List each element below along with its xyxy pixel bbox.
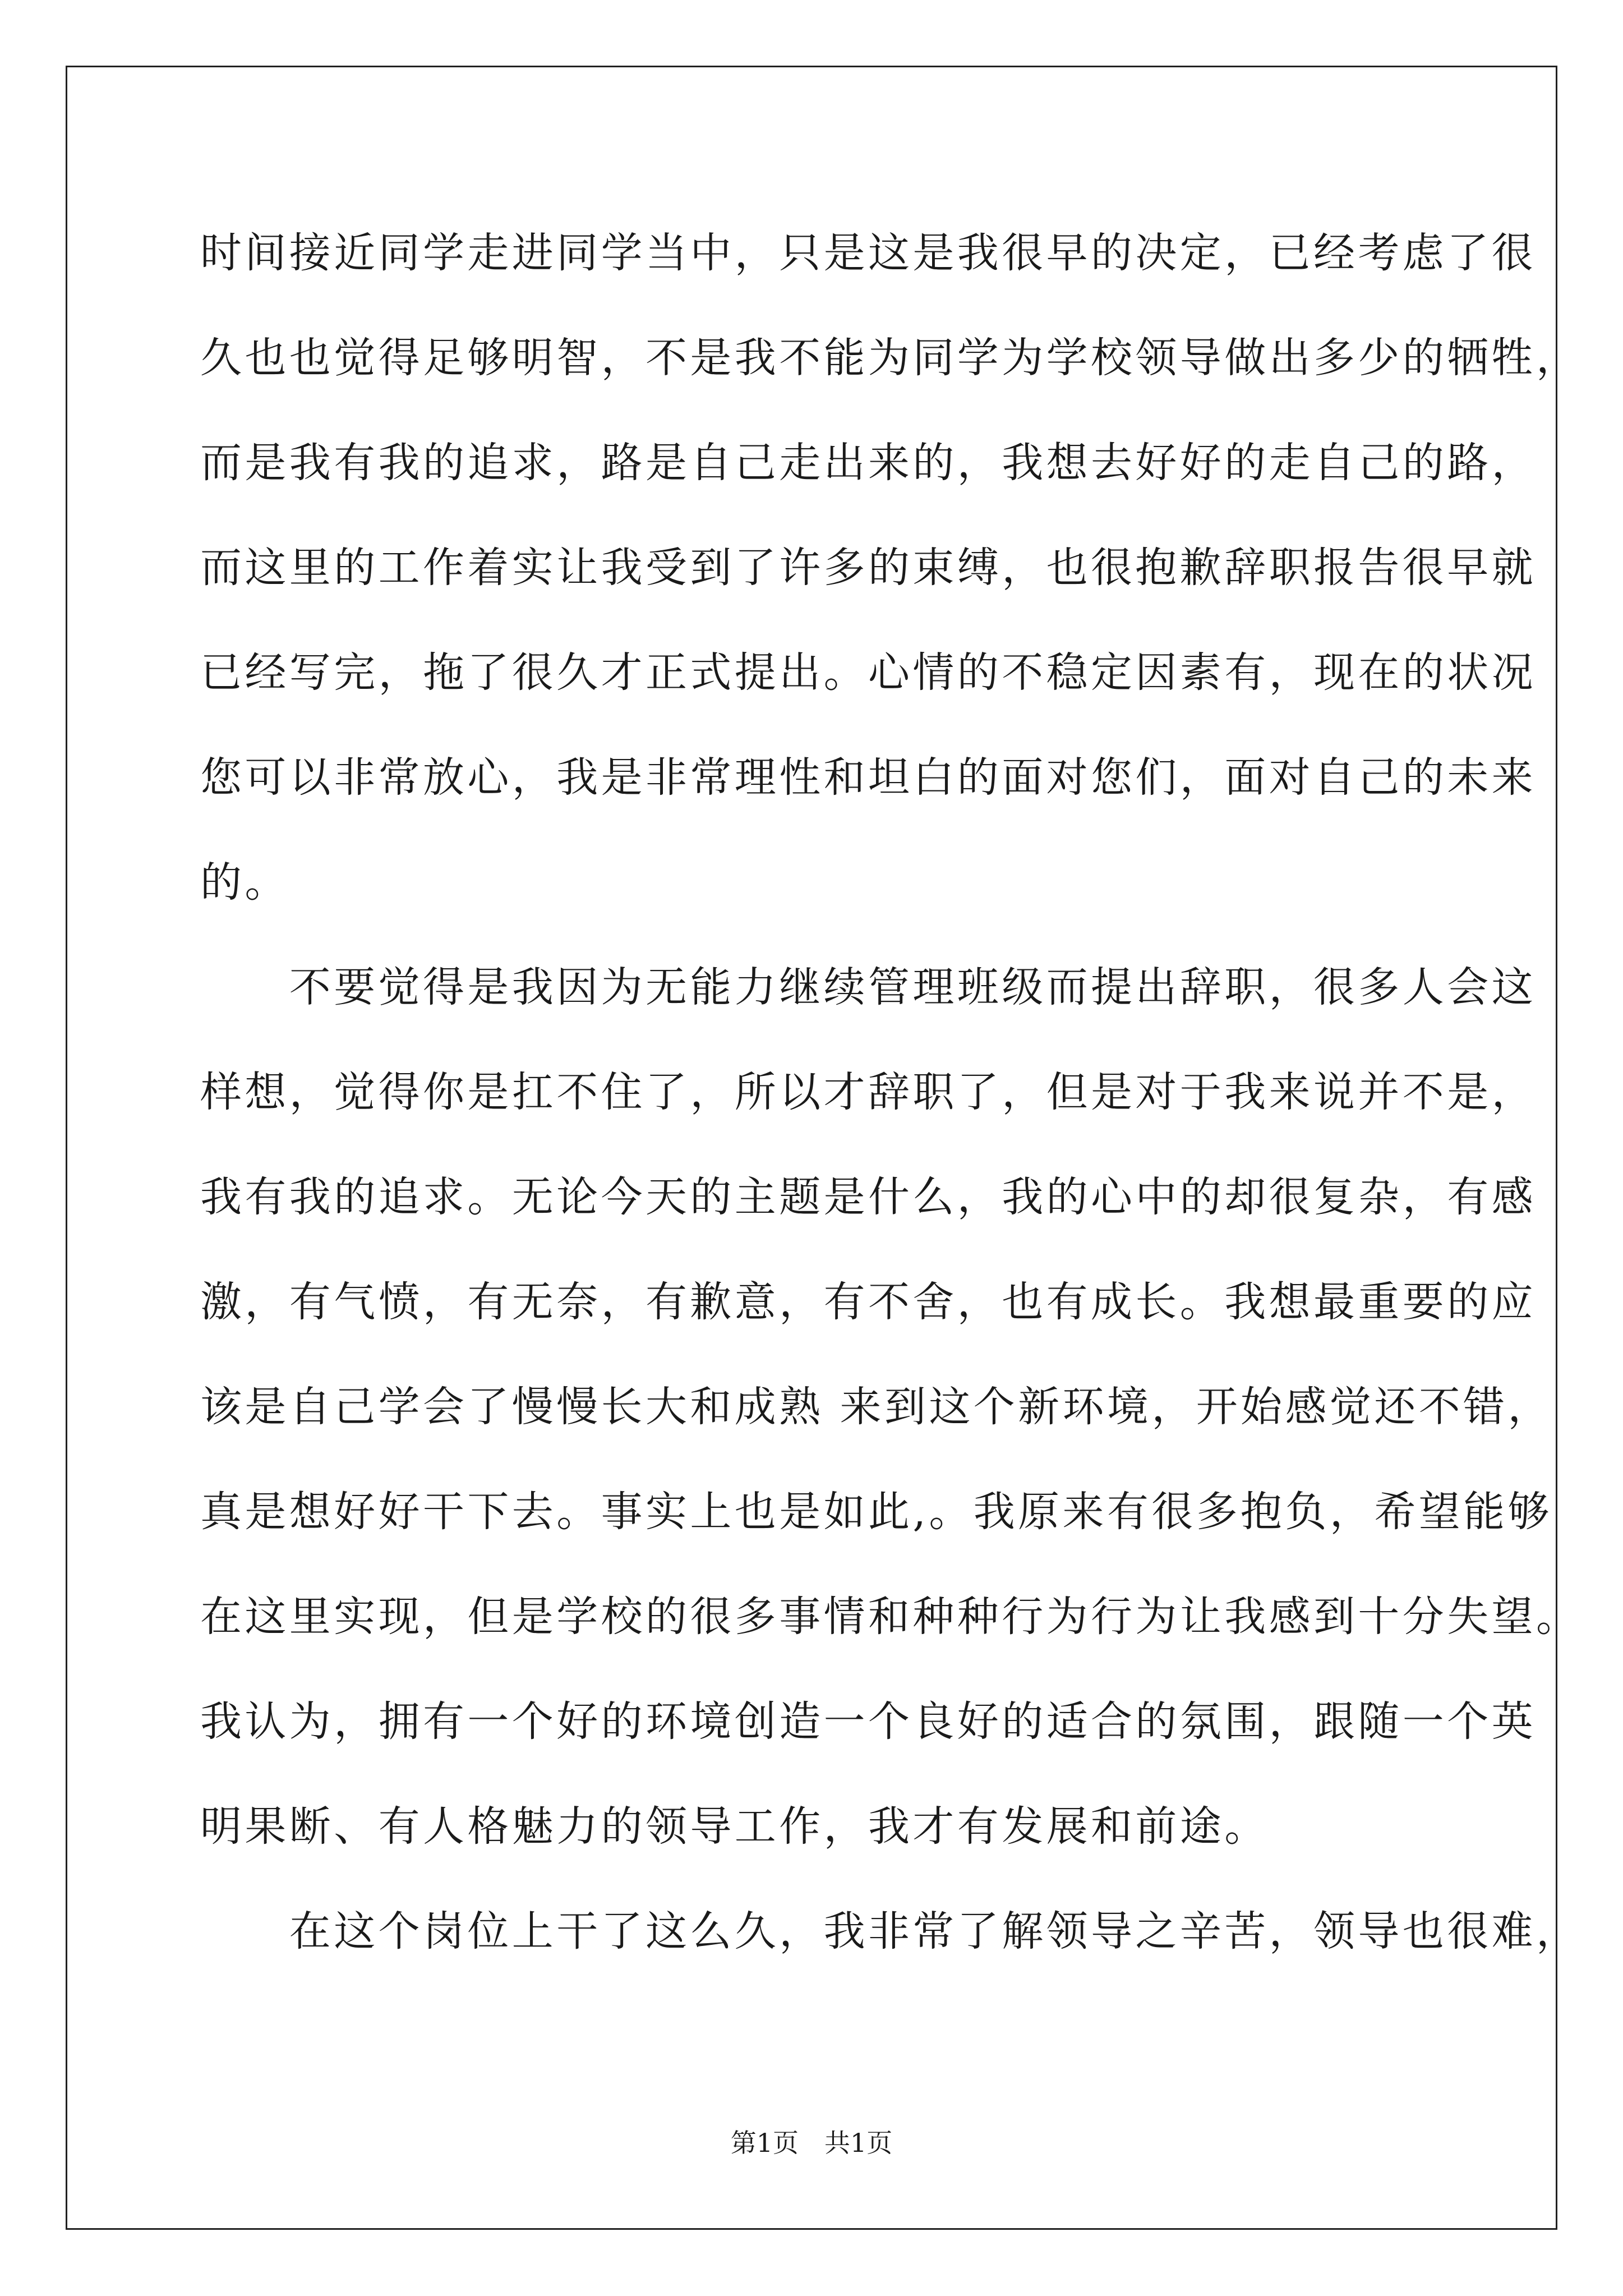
text-line: 我有我的追求。无论今天的主题是什么，我的心中的却很复杂，有感 [200, 1173, 1536, 1221]
text-line: 真是想好好干下去。事实上也是如此,。我原来有很多抱负，希望能够 [200, 1488, 1552, 1536]
text-line: 在这里实现，但是学校的很多事情和种种行为行为让我感到十分失望。 [200, 1593, 1581, 1641]
text-line: 该是自己学会了慢慢长大和成熟 来到这个新环境，开始感觉还不错， [200, 1383, 1552, 1431]
text-line: 激，有气愤，有无奈，有歉意，有不舍，也有成长。我想最重要的应 [200, 1278, 1536, 1326]
page-footer [0, 2130, 1623, 2156]
text-line: 我认为，拥有一个好的环境创造一个良好的适合的氛围，跟随一个英 [200, 1697, 1536, 1746]
page-border [66, 66, 1557, 2230]
text-line: 而这里的工作着实让我受到了许多的束缚，也很抱歉辞职报告很早就 [200, 544, 1536, 592]
page-number-label: 第1页 共1页 [730, 2128, 893, 2158]
text-line: 不要觉得是我因为无能力继续管理班级而提出辞职，很多人会这 [200, 963, 1536, 1011]
text-line: 明果断、有人格魅力的领导工作，我才有发展和前途。 [200, 1802, 1269, 1851]
text-line: 样想，觉得你是扛不住了，所以才辞职了，但是对于我来说并不是， [200, 1068, 1536, 1116]
text-line: 时间接近同学走进同学当中，只是这是我很早的决定，已经考虑了很 [200, 229, 1536, 277]
text-line: 久也也觉得足够明智，不是我不能为同学为学校领导做出多少的牺牲， [200, 334, 1581, 382]
text-line: 您可以非常放心，我是非常理性和坦白的面对您们，面对自己的未来 [200, 753, 1536, 802]
text-line: 的。 [200, 858, 289, 907]
text-line: 已经写完，拖了很久才正式提出。心情的不稳定因素有，现在的状况 [200, 648, 1536, 697]
text-line: 在这个岗位上干了这么久，我非常了解领导之辛苦，领导也很难， [200, 1907, 1581, 1955]
text-line: 而是我有我的追求，路是自己走出来的，我想去好好的走自己的路， [200, 439, 1536, 487]
